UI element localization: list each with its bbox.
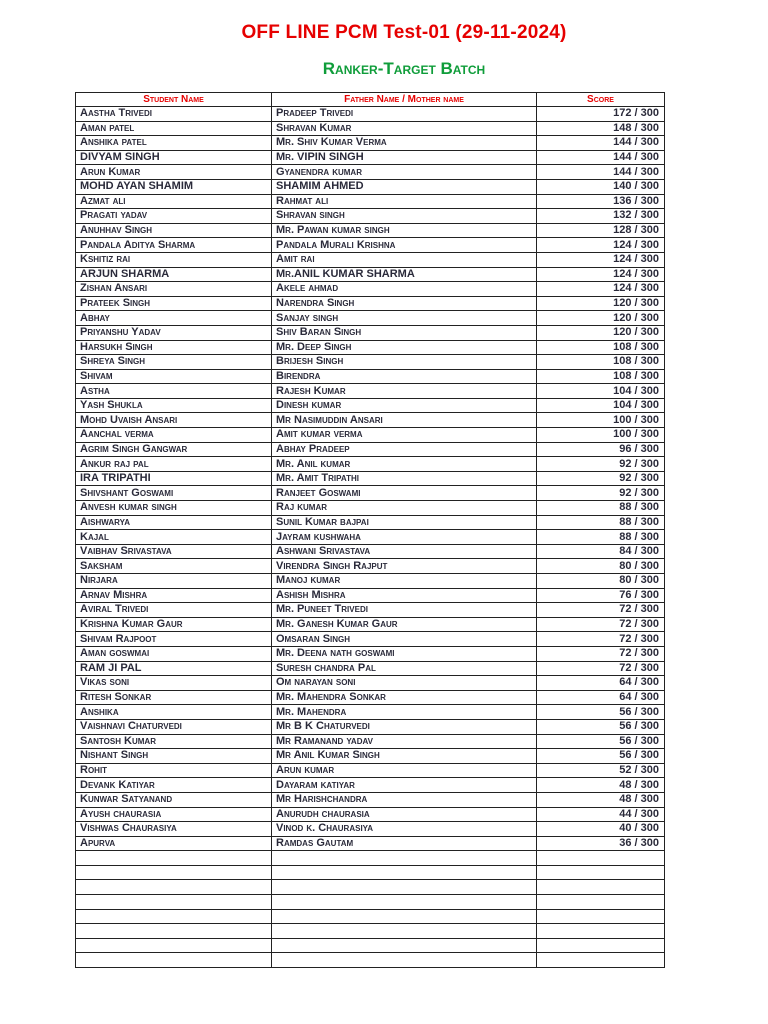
table-row bbox=[76, 311, 665, 326]
score-cell: 92 / 300 bbox=[537, 471, 665, 486]
student-name-cell: Arun Kumar bbox=[76, 165, 272, 180]
table-row bbox=[76, 121, 665, 136]
page-title: OFF LINE PCM Test-01 (29-11-2024) bbox=[241, 22, 567, 43]
score-cell: 144 / 300 bbox=[537, 165, 665, 180]
student-name-cell: Saksham bbox=[76, 559, 272, 574]
table-row bbox=[76, 107, 665, 122]
score-cell: 80 / 300 bbox=[537, 559, 665, 574]
score-cell: 172 / 300 bbox=[537, 107, 665, 122]
empty-cell bbox=[272, 924, 537, 939]
empty-cell bbox=[76, 895, 272, 910]
score-cell: 64 / 300 bbox=[537, 690, 665, 705]
parent-name-cell: Manoj kumar bbox=[272, 574, 537, 589]
parent-name-cell: Shiv Baran Singh bbox=[272, 325, 537, 340]
parent-name-cell: Shravan Kumar bbox=[272, 121, 537, 136]
score-cell: 100 / 300 bbox=[537, 428, 665, 443]
score-cell: 108 / 300 bbox=[537, 369, 665, 384]
empty-cell bbox=[537, 865, 665, 880]
score-cell: 124 / 300 bbox=[537, 238, 665, 253]
empty-table-row bbox=[76, 909, 665, 924]
table-row bbox=[76, 705, 665, 720]
score-cell: 136 / 300 bbox=[537, 194, 665, 209]
parent-name-cell: Dayaram katiyar bbox=[272, 778, 537, 793]
student-name-cell: Vaishnavi Chaturvedi bbox=[76, 719, 272, 734]
score-cell: 56 / 300 bbox=[537, 705, 665, 720]
score-cell: 128 / 300 bbox=[537, 223, 665, 238]
student-name-cell: Yash Shukla bbox=[76, 398, 272, 413]
parent-name-cell: Mr. Deep Singh bbox=[272, 340, 537, 355]
student-name-cell: Arnav Mishra bbox=[76, 588, 272, 603]
table-row bbox=[76, 442, 665, 457]
student-name-cell: Shivshant Goswami bbox=[76, 486, 272, 501]
student-name-cell: Aman goswmai bbox=[76, 646, 272, 661]
student-name-cell: IRA TRIPATHI bbox=[76, 471, 272, 486]
parent-name-cell: Ranjeet Goswami bbox=[272, 486, 537, 501]
batch-subtitle: Ranker-Target Batch bbox=[322, 59, 486, 78]
parent-name-cell: Mr. Mahendra Sonkar bbox=[272, 690, 537, 705]
parent-name-cell: Akele ahmad bbox=[272, 282, 537, 297]
parent-name-cell: Sunil Kumar bajpai bbox=[272, 515, 537, 530]
student-name-cell: Harsukh Singh bbox=[76, 340, 272, 355]
parent-name-cell: Narendra Singh bbox=[272, 296, 537, 311]
table-row bbox=[76, 792, 665, 807]
score-cell: 44 / 300 bbox=[537, 807, 665, 822]
empty-cell bbox=[76, 865, 272, 880]
score-cell: 124 / 300 bbox=[537, 252, 665, 267]
score-cell: 56 / 300 bbox=[537, 749, 665, 764]
table-row bbox=[76, 165, 665, 180]
table-row bbox=[76, 369, 665, 384]
score-cell: 148 / 300 bbox=[537, 121, 665, 136]
score-cell: 120 / 300 bbox=[537, 296, 665, 311]
score-cell: 92 / 300 bbox=[537, 457, 665, 472]
parent-name-cell: Dinesh kumar bbox=[272, 398, 537, 413]
parent-name-cell: Suresh chandra Pal bbox=[272, 661, 537, 676]
score-cell: 64 / 300 bbox=[537, 676, 665, 691]
table-row bbox=[76, 355, 665, 370]
parent-name-cell: Rajesh Kumar bbox=[272, 384, 537, 399]
score-cell: 48 / 300 bbox=[537, 778, 665, 793]
parent-name-cell: Pandala Murali Krishna bbox=[272, 238, 537, 253]
student-name-cell: Kajal bbox=[76, 530, 272, 545]
score-cell: 120 / 300 bbox=[537, 311, 665, 326]
parent-name-cell: Amit kumar verma bbox=[272, 428, 537, 443]
parent-name-cell: Mr. Shiv Kumar Verma bbox=[272, 136, 537, 151]
score-cell: 72 / 300 bbox=[537, 632, 665, 647]
score-cell: 88 / 300 bbox=[537, 515, 665, 530]
parent-name-cell: Brijesh Singh bbox=[272, 355, 537, 370]
parent-name-cell: Mr Anil Kumar Singh bbox=[272, 749, 537, 764]
student-name-cell: Mohd Uvaish Ansari bbox=[76, 413, 272, 428]
empty-table-row bbox=[76, 851, 665, 866]
empty-table-row bbox=[76, 953, 665, 968]
table-row bbox=[76, 398, 665, 413]
score-cell: 36 / 300 bbox=[537, 836, 665, 851]
empty-cell bbox=[272, 909, 537, 924]
score-cell: 40 / 300 bbox=[537, 822, 665, 837]
empty-cell bbox=[76, 953, 272, 968]
empty-table-row bbox=[76, 865, 665, 880]
student-name-cell: DIVYAM SINGH bbox=[76, 150, 272, 165]
student-name-cell: Anshika bbox=[76, 705, 272, 720]
empty-cell bbox=[272, 938, 537, 953]
table-row bbox=[76, 282, 665, 297]
table-body bbox=[76, 107, 665, 968]
parent-name-cell: Mr. Deena nath goswami bbox=[272, 646, 537, 661]
student-name-cell: Azmat ali bbox=[76, 194, 272, 209]
parent-name-cell: Om narayan soni bbox=[272, 676, 537, 691]
table-header-row bbox=[76, 93, 665, 107]
student-name-cell: MOHD AYAN SHAMIM bbox=[76, 179, 272, 194]
empty-cell bbox=[76, 880, 272, 895]
table-row bbox=[76, 252, 665, 267]
student-name-cell: Aishwarya bbox=[76, 515, 272, 530]
parent-name-cell: Mr. Puneet Trivedi bbox=[272, 603, 537, 618]
student-name-cell: Anshika patel bbox=[76, 136, 272, 151]
table-row bbox=[76, 296, 665, 311]
parent-name-cell: Virendra Singh Rajput bbox=[272, 559, 537, 574]
score-cell: 80 / 300 bbox=[537, 574, 665, 589]
parent-name-cell: Shravan singh bbox=[272, 209, 537, 224]
score-cell: 96 / 300 bbox=[537, 442, 665, 457]
score-cell: 72 / 300 bbox=[537, 646, 665, 661]
score-cell: 100 / 300 bbox=[537, 413, 665, 428]
parent-name-cell: Mr B K Chaturvedi bbox=[272, 719, 537, 734]
table-row bbox=[76, 267, 665, 282]
parent-name-cell: Ashish Mishra bbox=[272, 588, 537, 603]
student-name-cell: Kshitiz rai bbox=[76, 252, 272, 267]
empty-cell bbox=[76, 938, 272, 953]
parent-name-cell: Omsaran Singh bbox=[272, 632, 537, 647]
table-row bbox=[76, 384, 665, 399]
student-name-cell: Nishant Singh bbox=[76, 749, 272, 764]
student-name-cell: Priyanshu Yadav bbox=[76, 325, 272, 340]
score-cell: 124 / 300 bbox=[537, 267, 665, 282]
student-name-cell: Agrim Singh Gangwar bbox=[76, 442, 272, 457]
parent-name-cell: Mr. Pawan kumar singh bbox=[272, 223, 537, 238]
table-row bbox=[76, 559, 665, 574]
parent-name-cell: Mr. VIPIN SINGH bbox=[272, 150, 537, 165]
score-cell: 56 / 300 bbox=[537, 719, 665, 734]
parent-name-cell: Mr. Amit Tripathi bbox=[272, 471, 537, 486]
parent-name-cell: Ramdas Gautam bbox=[272, 836, 537, 851]
empty-cell bbox=[76, 924, 272, 939]
parent-name-cell: Birendra bbox=[272, 369, 537, 384]
score-cell: 140 / 300 bbox=[537, 179, 665, 194]
table-row bbox=[76, 530, 665, 545]
parent-name-cell: Ashwani Srivastava bbox=[272, 544, 537, 559]
student-name-cell: Ayush chaurasia bbox=[76, 807, 272, 822]
student-name-cell: Anvesh kumar singh bbox=[76, 501, 272, 516]
parent-name-cell: Mr Nasimuddin Ansari bbox=[272, 413, 537, 428]
score-cell: 132 / 300 bbox=[537, 209, 665, 224]
table-row bbox=[76, 340, 665, 355]
student-name-cell: Shreya Singh bbox=[76, 355, 272, 370]
parent-name-cell: Mr.ANIL KUMAR SHARMA bbox=[272, 267, 537, 282]
table-row bbox=[76, 136, 665, 151]
student-name-cell: Vishwas Chaurasiya bbox=[76, 822, 272, 837]
student-name-cell: Aastha Trivedi bbox=[76, 107, 272, 122]
parent-name-cell: Gyanendra kumar bbox=[272, 165, 537, 180]
score-cell: 72 / 300 bbox=[537, 617, 665, 632]
student-name-cell: Krishna Kumar Gaur bbox=[76, 617, 272, 632]
empty-table-row bbox=[76, 880, 665, 895]
table-row bbox=[76, 661, 665, 676]
empty-cell bbox=[272, 895, 537, 910]
score-cell: 120 / 300 bbox=[537, 325, 665, 340]
table-row bbox=[76, 778, 665, 793]
score-cell: 104 / 300 bbox=[537, 398, 665, 413]
table-row bbox=[76, 501, 665, 516]
empty-cell bbox=[537, 895, 665, 910]
student-name-cell: Astha bbox=[76, 384, 272, 399]
parent-name-cell: Abhay Pradeep bbox=[272, 442, 537, 457]
student-name-cell: Kunwar Satyanand bbox=[76, 792, 272, 807]
table-row bbox=[76, 515, 665, 530]
student-name-cell: Prateek Singh bbox=[76, 296, 272, 311]
student-name-cell: Nirjara bbox=[76, 574, 272, 589]
column-header-score: Score bbox=[537, 93, 665, 107]
empty-cell bbox=[537, 851, 665, 866]
score-cell: 72 / 300 bbox=[537, 603, 665, 618]
table-row bbox=[76, 428, 665, 443]
table-row bbox=[76, 734, 665, 749]
table-row bbox=[76, 749, 665, 764]
parent-name-cell: Sanjay singh bbox=[272, 311, 537, 326]
table-row bbox=[76, 486, 665, 501]
student-name-cell: RAM JI PAL bbox=[76, 661, 272, 676]
empty-cell bbox=[537, 953, 665, 968]
student-name-cell: Apurva bbox=[76, 836, 272, 851]
student-name-cell: Pandala Aditya Sharma bbox=[76, 238, 272, 253]
student-name-cell: Aviral Trivedi bbox=[76, 603, 272, 618]
table-row bbox=[76, 150, 665, 165]
score-cell: 72 / 300 bbox=[537, 661, 665, 676]
empty-table-row bbox=[76, 924, 665, 939]
table-row bbox=[76, 719, 665, 734]
score-cell: 124 / 300 bbox=[537, 282, 665, 297]
score-cell: 144 / 300 bbox=[537, 150, 665, 165]
student-name-cell: ARJUN SHARMA bbox=[76, 267, 272, 282]
student-name-cell: Zishan Ansari bbox=[76, 282, 272, 297]
parent-name-cell: Pradeep Trivedi bbox=[272, 107, 537, 122]
table-row bbox=[76, 807, 665, 822]
student-name-cell: Ankur raj pal bbox=[76, 457, 272, 472]
parent-name-cell: Mr. Anil kumar bbox=[272, 457, 537, 472]
parent-name-cell: Mr Harishchandra bbox=[272, 792, 537, 807]
student-name-cell: Anuhhav Singh bbox=[76, 223, 272, 238]
table-row bbox=[76, 646, 665, 661]
parent-name-cell: Jayram kushwaha bbox=[272, 530, 537, 545]
student-name-cell: Devank Katiyar bbox=[76, 778, 272, 793]
student-name-cell: Abhay bbox=[76, 311, 272, 326]
student-name-cell: Santosh Kumar bbox=[76, 734, 272, 749]
table-row bbox=[76, 238, 665, 253]
student-name-cell: Shivam bbox=[76, 369, 272, 384]
table-row bbox=[76, 194, 665, 209]
table-row bbox=[76, 471, 665, 486]
table-row bbox=[76, 822, 665, 837]
score-cell: 104 / 300 bbox=[537, 384, 665, 399]
empty-table-row bbox=[76, 895, 665, 910]
table-row bbox=[76, 544, 665, 559]
score-cell: 92 / 300 bbox=[537, 486, 665, 501]
empty-cell bbox=[537, 909, 665, 924]
student-name-cell: Pragati yadav bbox=[76, 209, 272, 224]
parent-name-cell: Mr Ramanand yadav bbox=[272, 734, 537, 749]
empty-cell bbox=[272, 851, 537, 866]
parent-name-cell: Arun kumar bbox=[272, 763, 537, 778]
table-row bbox=[76, 588, 665, 603]
empty-cell bbox=[272, 880, 537, 895]
table-row bbox=[76, 457, 665, 472]
empty-cell bbox=[272, 953, 537, 968]
table-row bbox=[76, 676, 665, 691]
table-row bbox=[76, 209, 665, 224]
table-row bbox=[76, 223, 665, 238]
table-row bbox=[76, 325, 665, 340]
student-name-cell: Shivam Rajpoot bbox=[76, 632, 272, 647]
empty-cell bbox=[272, 865, 537, 880]
empty-cell bbox=[76, 909, 272, 924]
parent-name-cell: Rahmat ali bbox=[272, 194, 537, 209]
empty-cell bbox=[537, 880, 665, 895]
score-cell: 76 / 300 bbox=[537, 588, 665, 603]
parent-name-cell: SHAMIM AHMED bbox=[272, 179, 537, 194]
column-header-parent-name: Father Name / Mother name bbox=[272, 93, 537, 107]
table-row bbox=[76, 690, 665, 705]
parent-name-cell: Anurudh chaurasia bbox=[272, 807, 537, 822]
table-row bbox=[76, 574, 665, 589]
table-row bbox=[76, 836, 665, 851]
empty-cell bbox=[537, 924, 665, 939]
parent-name-cell: Vinod k. Chaurasiya bbox=[272, 822, 537, 837]
table-row bbox=[76, 617, 665, 632]
student-name-cell: Vaibhav Srivastava bbox=[76, 544, 272, 559]
empty-cell bbox=[537, 938, 665, 953]
table-row bbox=[76, 603, 665, 618]
score-cell: 144 / 300 bbox=[537, 136, 665, 151]
student-name-cell: Aanchal verma bbox=[76, 428, 272, 443]
empty-cell bbox=[76, 851, 272, 866]
table-row bbox=[76, 763, 665, 778]
score-cell: 88 / 300 bbox=[537, 501, 665, 516]
score-cell: 52 / 300 bbox=[537, 763, 665, 778]
parent-name-cell: Amit rai bbox=[272, 252, 537, 267]
parent-name-cell: Mr. Mahendra bbox=[272, 705, 537, 720]
table-row bbox=[76, 179, 665, 194]
score-cell: 48 / 300 bbox=[537, 792, 665, 807]
table-row bbox=[76, 632, 665, 647]
score-table bbox=[75, 92, 665, 968]
score-cell: 84 / 300 bbox=[537, 544, 665, 559]
table-row bbox=[76, 413, 665, 428]
score-cell: 108 / 300 bbox=[537, 355, 665, 370]
parent-name-cell: Mr. Ganesh Kumar Gaur bbox=[272, 617, 537, 632]
parent-name-cell: Raj kumar bbox=[272, 501, 537, 516]
column-header-student-name: Student Name bbox=[76, 93, 272, 107]
student-name-cell: Ritesh Sonkar bbox=[76, 690, 272, 705]
score-cell: 56 / 300 bbox=[537, 734, 665, 749]
student-name-cell: Vikas soni bbox=[76, 676, 272, 691]
empty-table-row bbox=[76, 938, 665, 953]
student-name-cell: Aman patel bbox=[76, 121, 272, 136]
student-name-cell: Rohit bbox=[76, 763, 272, 778]
score-cell: 88 / 300 bbox=[537, 530, 665, 545]
score-cell: 108 / 300 bbox=[537, 340, 665, 355]
